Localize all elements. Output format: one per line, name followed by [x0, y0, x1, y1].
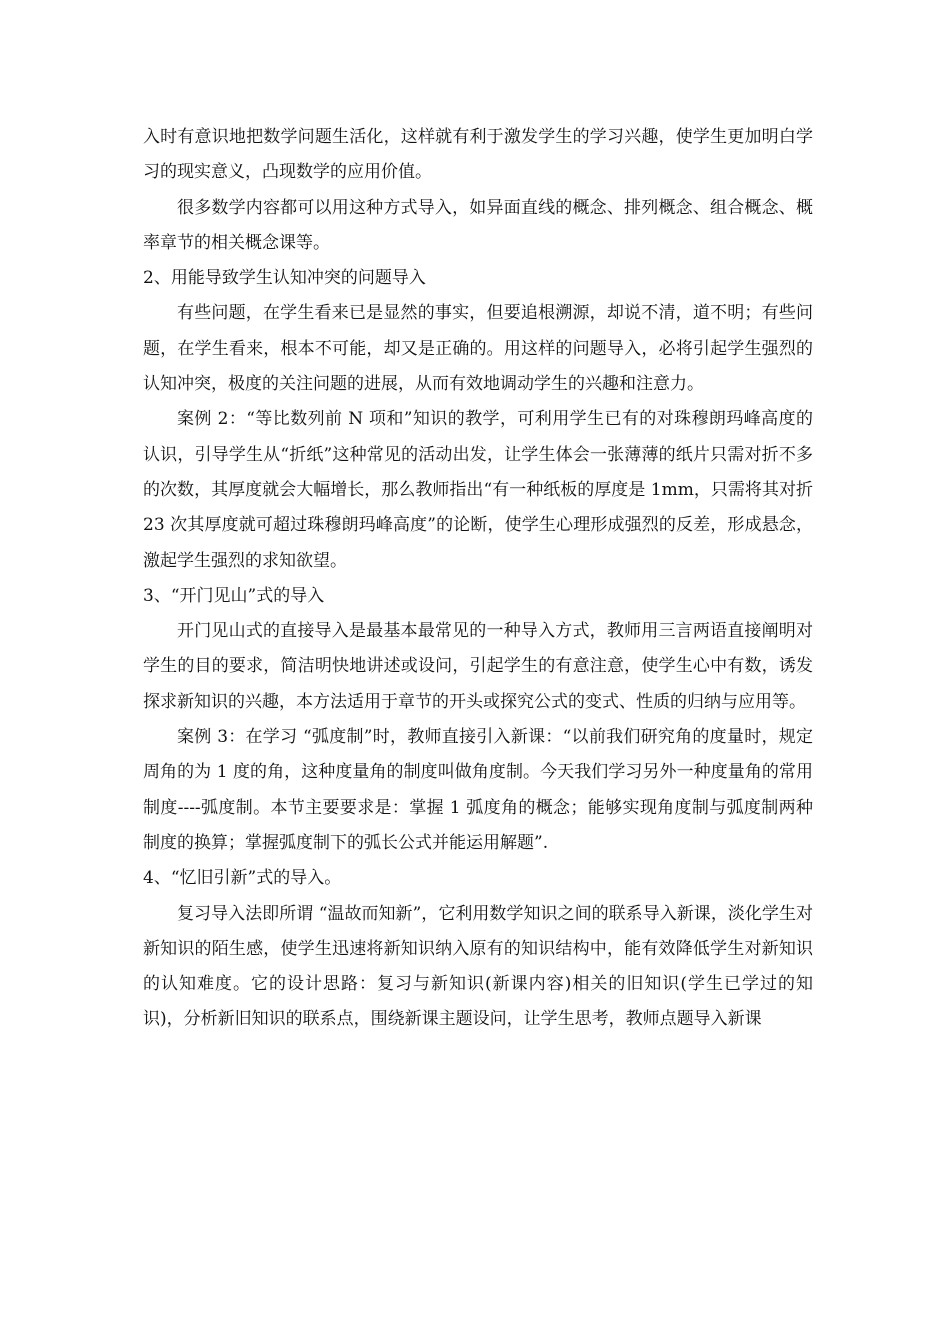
- paragraph-cognitive-conflict: 有些问题，在学生看来已是显然的事实，但要追根溯源，却说不清，道不明；有些问题，在学生看来，根本不可能，却又是正确的。用这样的问题导入，必将引起学生强烈的认知冲突，极度的关注问题的进展，从而有效地调动学生的兴趣和注意力。: [143, 303, 813, 395]
- paragraph-review-introduction: 复习导入法即所谓 “温故而知新”，它利用数学知识之间的联系导入新课，淡化学生对新知识的陌生感，使学生迅速将新知识纳入原有的知识结构中，能有效降低学生对新知识的认知难度。它的设计思路：复习与新知识(新课内容)相关的旧知识(学生已学过的知识)，分析新旧知识的联系点，围绕新课主题设问，让学生思考，教师点题导入新课: [143, 903, 813, 1030]
- section-heading-2: 2、用能导致学生认知冲突的问题导入: [143, 268, 426, 289]
- paragraph-case-2: 案例 2：“等比数列前 N 项和”知识的教学，可利用学生已有的对珠穆朗玛峰高度的认识，引导学生从“折纸”这种常见的活动出发，让学生体会一张薄薄的纸片只需对折不多的次数，其厚度就会大幅增长，那么教师指出“有一种纸板的厚度是 1mm，只需将其对折 23 次其厚度就可超过珠穆朗玛峰高度”的论断，使学生心理形成强烈的反差，形成悬念，激起学生强烈的求知欲望。: [143, 409, 813, 571]
- document-body: [143, 120, 813, 1038]
- section-heading-4: 4、“忆旧引新”式的导入。: [143, 868, 342, 889]
- paragraph-case-3: 案例 3：在学习 “弧度制”时，教师直接引入新课：“以前我们研究角的度量时，规定周角的为 1 度的角，这种度量角的制度叫做角度制。今天我们学习另外一种度量角的常用制度----弧度制。本节主要要求是：掌握 1 弧度角的概念；能够实现角度制与弧度制两种制度的换算；掌握弧度制下的弧长公式并能运用解题”.: [143, 727, 813, 853]
- paragraph-examples: 很多数学内容都可以用这种方式导入，如异面直线的概念、排列概念、组合概念、概率章节的相关概念课等。: [143, 197, 813, 253]
- paragraph-continuation: 入时有意识地把数学问题生活化，这样就有利于激发学生的学习兴趣，使学生更加明白学习的现实意义，凸现数学的应用价值。: [143, 127, 813, 183]
- paragraph-direct-introduction: 开门见山式的直接导入是最基本最常见的一种导入方式，教师用三言两语直接阐明对学生的目的要求，简洁明快地讲述或设问，引起学生的有意注意，使学生心中有数，诱发探求新知识的兴趣，本方法适用于章节的开头或探究公式的变式、性质的归纳与应用等。: [143, 621, 813, 712]
- section-heading-3: 3、“开门见山”式的导入: [143, 585, 325, 606]
